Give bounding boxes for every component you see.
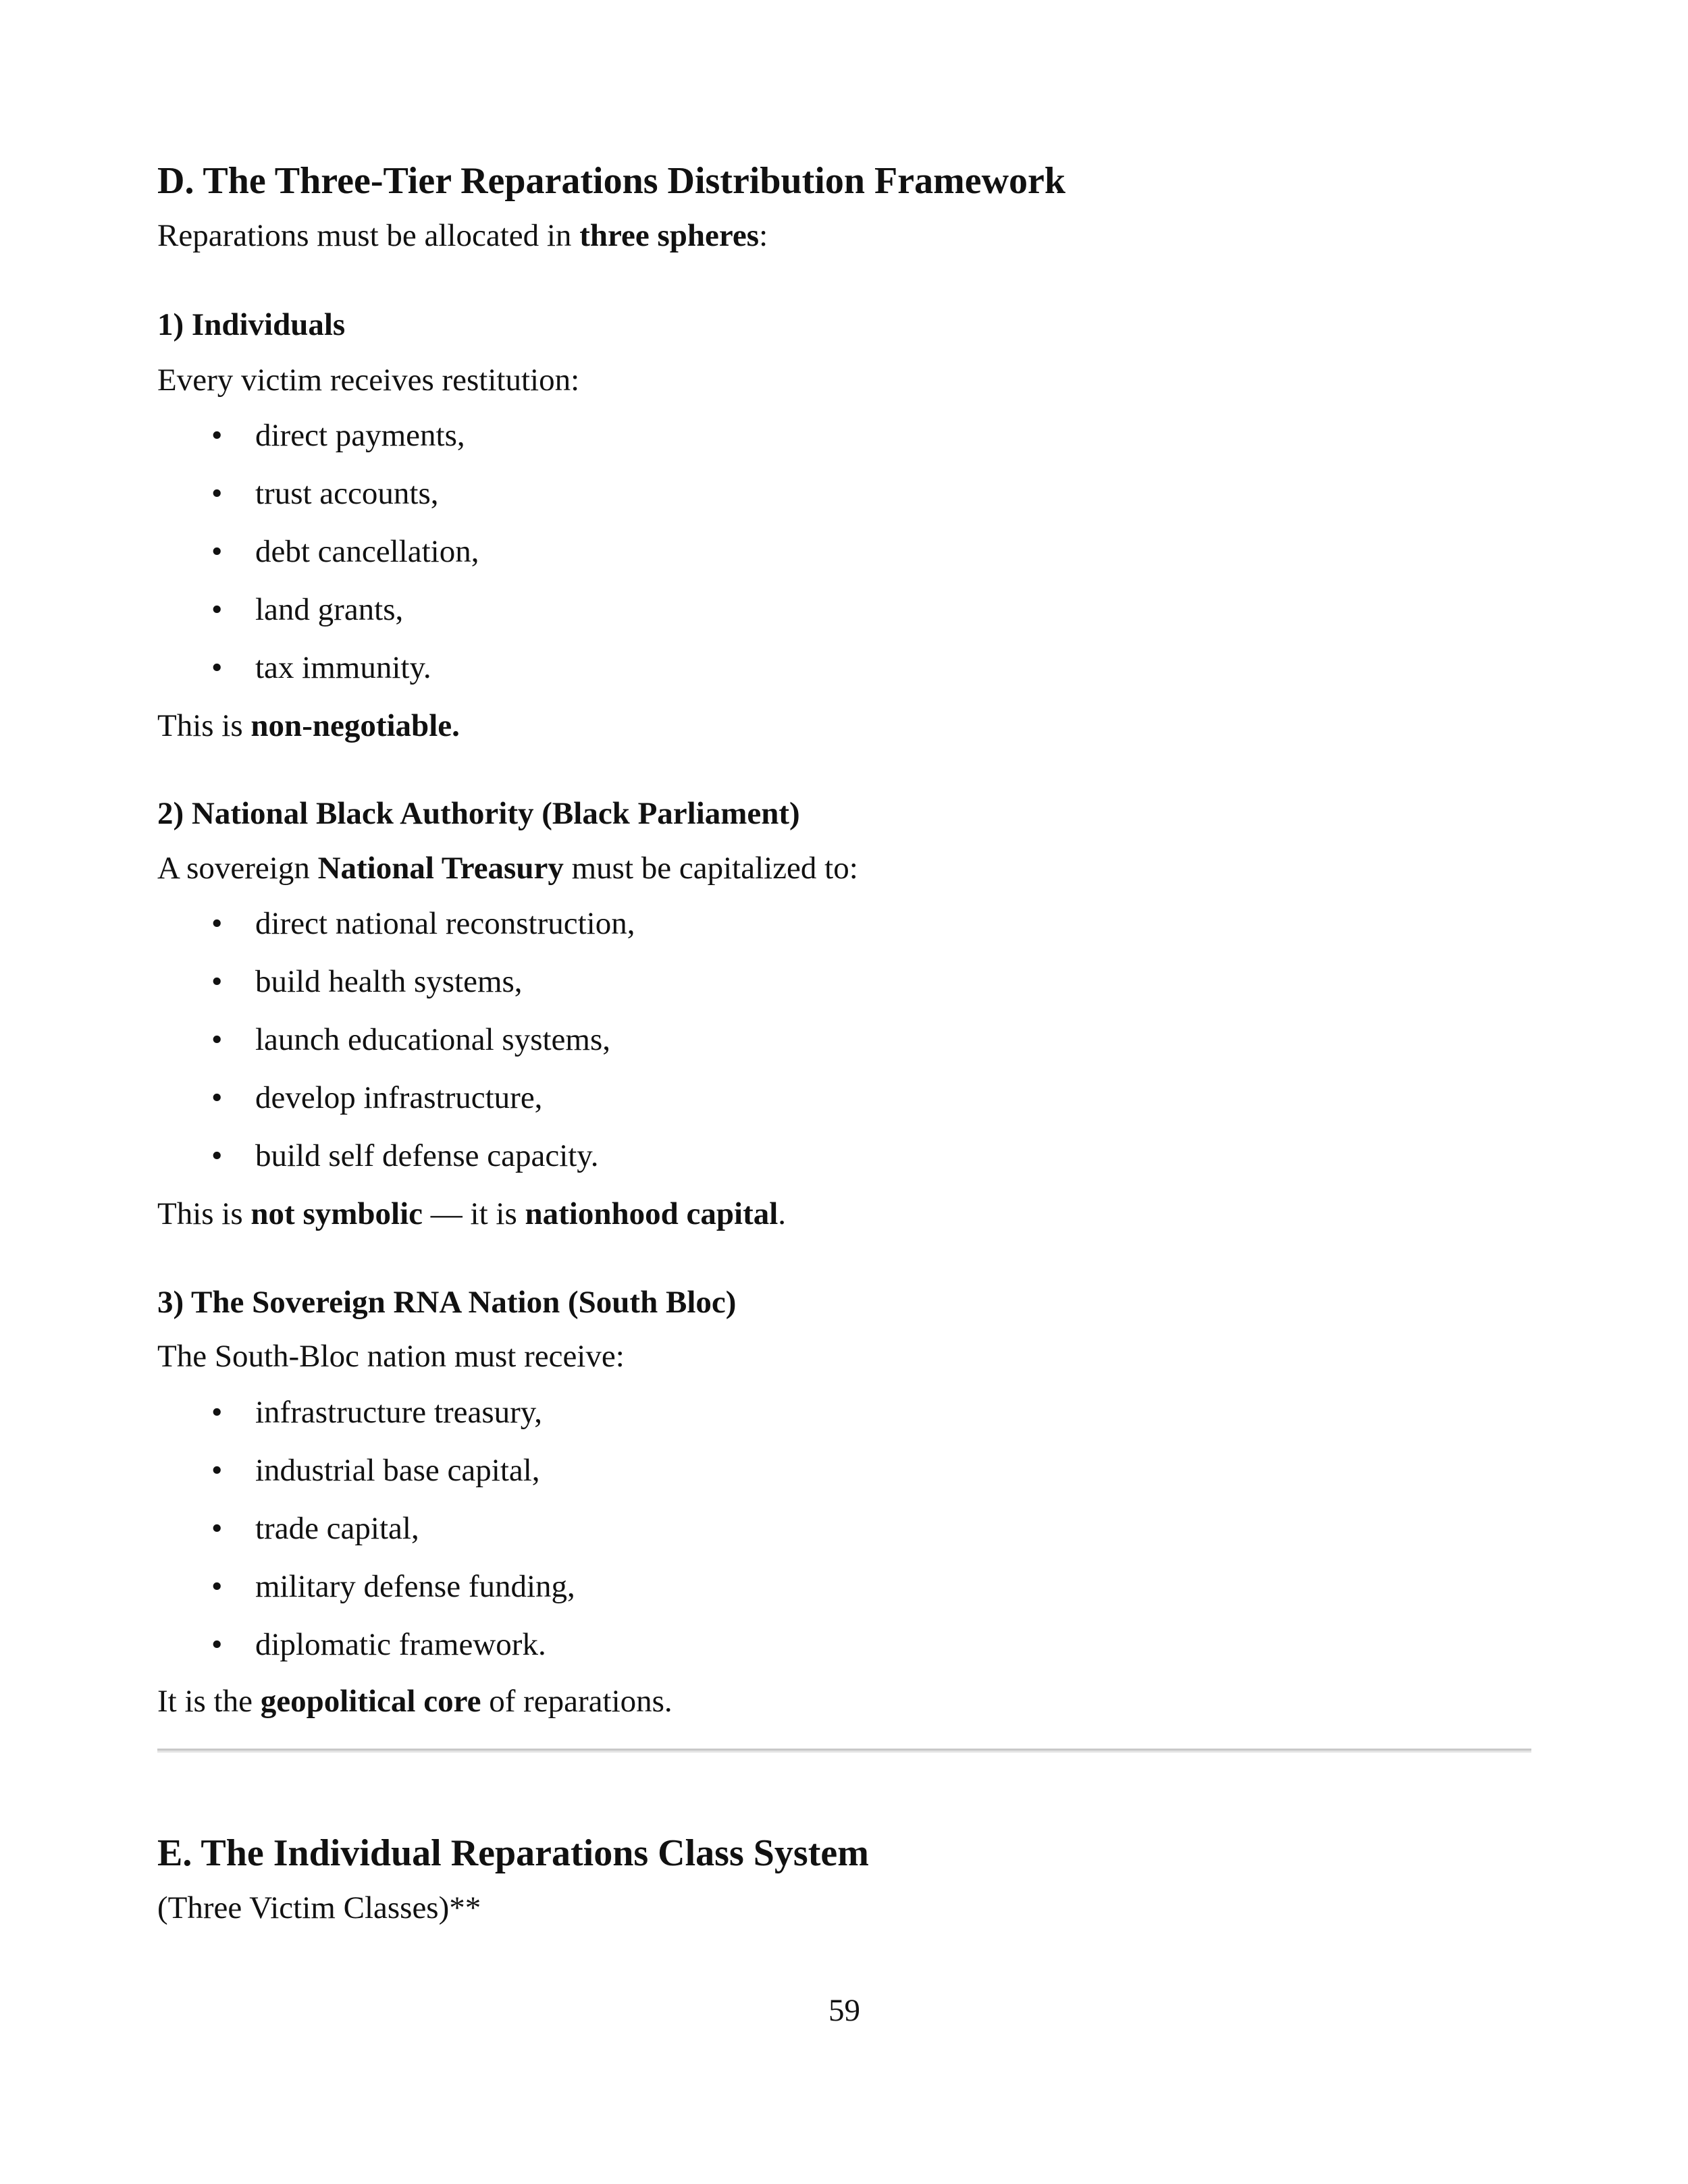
section-d-intro-text: Reparations must be allocated in <box>157 218 580 253</box>
bullet-icon: • <box>211 1569 223 1604</box>
bullet-icon: • <box>211 534 223 569</box>
bullet-icon: • <box>211 1022 223 1057</box>
tier3-heading: 3) The Sovereign RNA Nation (South Bloc) <box>157 1285 737 1320</box>
section-d-intro-bold: three spheres <box>579 218 760 253</box>
list-item-text: diplomatic framework. <box>255 1627 546 1662</box>
bullet-icon: • <box>211 592 223 627</box>
bullet-icon: • <box>211 1453 223 1488</box>
list-item-text: tax immunity. <box>255 650 431 685</box>
bullet-icon: • <box>211 418 223 453</box>
section-e-heading: E. The Individual Reparations Class System <box>157 1832 869 1874</box>
list-item-text: develop infrastructure, <box>255 1080 543 1115</box>
list-item-text: industrial base capital, <box>255 1453 540 1488</box>
tier1-closing-text: This is <box>157 708 251 743</box>
list-item-text: direct national reconstruction, <box>255 906 635 941</box>
bullet-icon: • <box>211 1511 223 1546</box>
bullet-icon: • <box>211 906 223 941</box>
tier2-lead-text: A sovereign <box>157 851 318 886</box>
tier2-lead-rest: must be capitalized to: <box>563 851 858 886</box>
tier3-closing-text: It is the <box>157 1684 261 1719</box>
section-e-subtitle: (Three Victim Classes)** <box>157 1890 481 1925</box>
tier2-closing-bold-2: nationhood capital <box>525 1196 779 1231</box>
tier3-lead: The South-Bloc nation must receive: <box>157 1339 625 1374</box>
bullet-icon: • <box>211 1627 223 1662</box>
tier1-closing-bold: non-negotiable. <box>250 708 460 743</box>
page-number: 59 <box>828 1993 860 2028</box>
tier2-closing-end: . <box>778 1196 787 1231</box>
tier2-closing-bold-1: not symbolic <box>250 1196 423 1231</box>
bullet-icon: • <box>211 964 223 999</box>
list-item-text: build health systems, <box>255 964 523 999</box>
tier2-lead-bold: National Treasury <box>317 851 564 886</box>
list-item-text: trade capital, <box>255 1511 419 1546</box>
list-item-text: build self defense capacity. <box>255 1138 599 1173</box>
list-item-text: launch educational systems, <box>255 1022 610 1057</box>
tier2-closing-text: This is <box>157 1196 251 1231</box>
list-item-text: military defense funding, <box>255 1569 575 1604</box>
list-item-text: trust accounts, <box>255 476 439 511</box>
tier3-closing-bold: geopolitical core <box>260 1684 481 1719</box>
tier2-closing <box>157 1198 786 1230</box>
bullet-icon: • <box>211 650 223 685</box>
tier3-closing <box>157 1686 672 1717</box>
tier2-closing-mid: — it is <box>423 1196 525 1231</box>
tier2-heading: 2) National Black Authority (Black Parliament) <box>157 796 800 831</box>
tier2-lead <box>157 853 858 884</box>
bullet-icon: • <box>211 1080 223 1115</box>
bullet-icon: • <box>211 1138 223 1173</box>
section-divider <box>157 1749 1531 1753</box>
list-item-text: debt cancellation, <box>255 534 479 569</box>
tier3-closing-end: of reparations. <box>481 1684 672 1719</box>
bullet-icon: • <box>211 476 223 511</box>
section-d-intro-colon: : <box>759 218 768 253</box>
tier1-closing <box>157 710 460 742</box>
bullet-icon: • <box>211 1395 223 1430</box>
list-item-text: land grants, <box>255 592 404 627</box>
list-item-text: infrastructure treasury, <box>255 1395 542 1430</box>
section-d-intro <box>157 220 768 252</box>
tier1-lead: Every victim receives restitution: <box>157 363 580 398</box>
tier1-heading: 1) Individuals <box>157 307 346 342</box>
section-d-heading: D. The Three-Tier Reparations Distribution Framework <box>157 160 1066 202</box>
list-item-text: direct payments, <box>255 418 465 453</box>
